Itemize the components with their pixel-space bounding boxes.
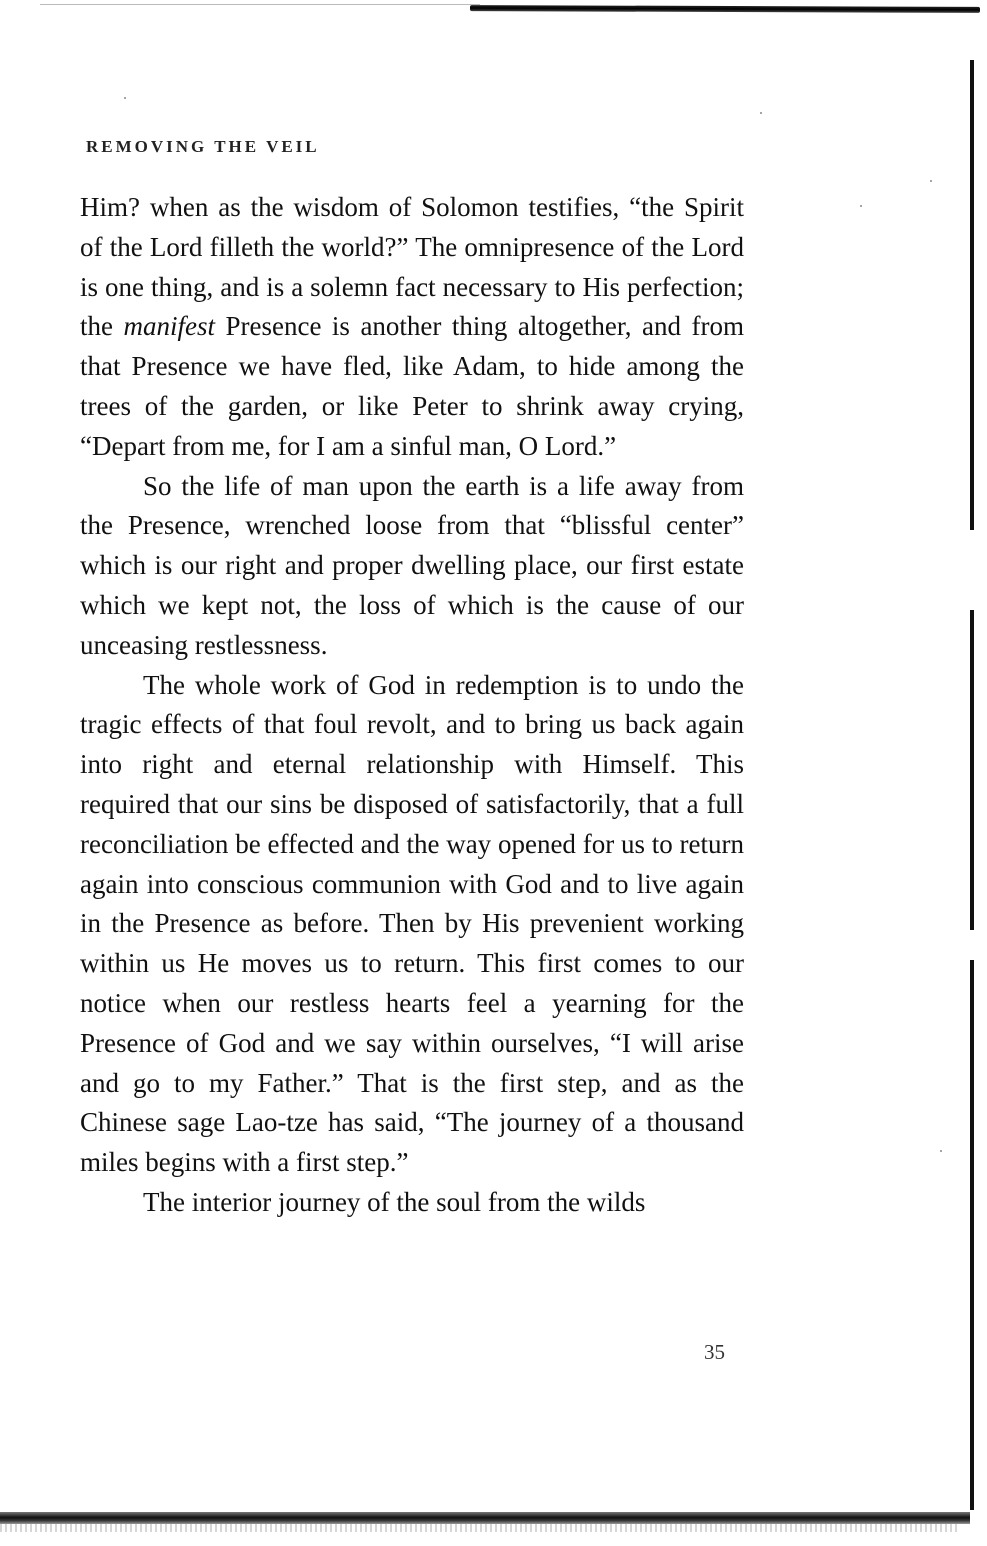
paragraph-2-segment: So the life of man upon the earth is a life away from the Presence, wrenched loose from that “blissful center” which is our right and proper dwelling place, our first estate which we kept not, the loss of which is the cause of our unceasing restlessness. <box>80 470 744 660</box>
scan-edge-bottom-fade <box>0 1524 960 1532</box>
scan-edge-right-middle <box>970 610 974 930</box>
page-number: 35 <box>704 1340 725 1364</box>
scan-speck <box>860 205 862 207</box>
paragraph-4-segment: The interior journey of the soul from the wilds <box>143 1186 646 1217</box>
scan-edge-top-thin <box>40 4 480 5</box>
scan-edge-right-upper <box>970 60 974 530</box>
paragraph-2 <box>80 467 744 666</box>
paragraph-1-italic-word: manifest <box>123 311 215 342</box>
paragraph-1-segment: Presence is another thing altogether, and from that Presence we have fled, like Adam, to hide among the trees of the garden, or like Peter to shrink away crying, “Depart from me, for I am a sinful man, O Lord.” <box>80 311 744 461</box>
scan-speck <box>940 1150 942 1152</box>
paragraph-4 <box>80 1183 744 1223</box>
scan-speck <box>930 180 932 182</box>
paragraph-3-segment: The whole work of God in redemption is to undo the tragic effects of that foul revolt, and to bring us back again into right and eternal relationship with Himself. This required that our sins be disposed of satisfactorily, that a full reconciliation be effected and the way opened for us to return again into conscious communion with God and to live again in the Presence as before. Then by His prevenient working within us He moves us to return. This first comes to our notice when our restless hearts feel a yearning for the Presence of God and we say within ourselves, “I will arise and go to my Father.” That is the first step, and as the Chinese sage Lao-tze has said, “The journey of a thousand miles begins with a first step.” <box>80 669 744 1178</box>
scan-edge-bottom <box>0 1512 970 1524</box>
paragraph-3 <box>80 666 744 1183</box>
paragraph-1-segment: Him? when as the wisdom of Solomon testifies, “the Spirit of the Lord filleth the world?” The omnipresence of the Lord is one thing, and is a solemn fact necessary to His perfection; the <box>80 192 744 342</box>
paragraph-1 <box>80 188 744 467</box>
scan-edge-right-lower <box>970 960 974 1510</box>
scan-speck <box>124 97 126 99</box>
running-head: REMOVING THE VEIL <box>86 137 320 156</box>
scan-speck <box>760 112 762 114</box>
body-text <box>80 188 744 1223</box>
scan-edge-top <box>470 5 980 13</box>
